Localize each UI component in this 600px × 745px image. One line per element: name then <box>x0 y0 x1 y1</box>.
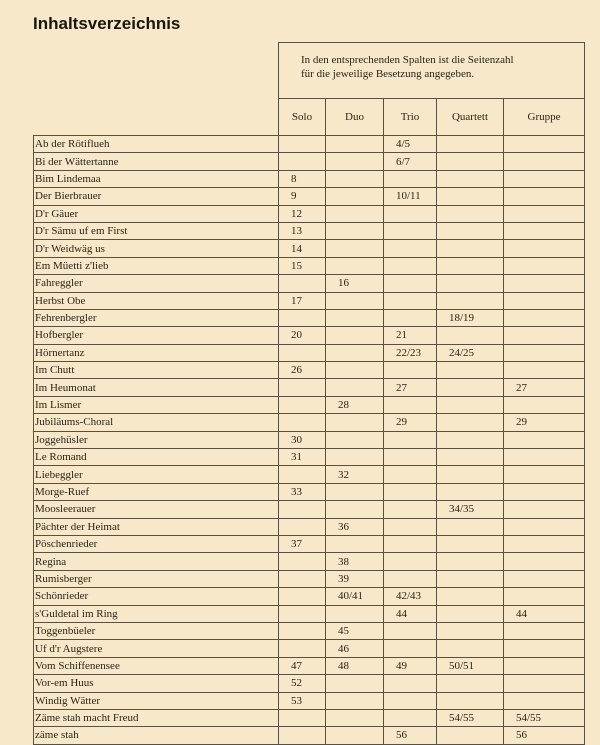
table-row <box>34 153 585 170</box>
page-number-cell <box>326 240 384 257</box>
page-number-cell <box>279 727 326 744</box>
page-number-cell: 49 <box>384 657 437 674</box>
page-number-cell <box>384 170 437 187</box>
page-number-cell: 17 <box>279 292 326 309</box>
column-header-duo: Duo <box>326 99 384 136</box>
page-number-cell <box>326 257 384 274</box>
page-number-cell <box>279 466 326 483</box>
table-row <box>34 396 585 413</box>
piece-title: Zäme stah macht Freud <box>34 709 279 726</box>
page-number-cell: 36 <box>326 518 384 535</box>
table-row <box>34 640 585 657</box>
page-number-cell <box>504 327 585 344</box>
table-row <box>34 257 585 274</box>
page-number-cell: 37 <box>279 535 326 552</box>
table-row <box>34 414 585 431</box>
page-number-cell <box>504 553 585 570</box>
page-number-cell <box>326 309 384 326</box>
header-blank-cell <box>34 43 279 136</box>
page-number-cell <box>384 396 437 413</box>
piece-title: D'r Weidwäg us <box>34 240 279 257</box>
page-number-cell: 56 <box>504 727 585 744</box>
piece-title: D'r Gäuer <box>34 205 279 222</box>
page-number-cell <box>504 431 585 448</box>
contents-rows <box>34 136 585 745</box>
page-number-cell <box>384 709 437 726</box>
page-number-cell <box>326 483 384 500</box>
intro-line-1: In den entsprechenden Spalten ist die Seitenzahl <box>301 54 514 66</box>
page-number-cell <box>326 709 384 726</box>
table-row <box>34 588 585 605</box>
table-row <box>34 275 585 292</box>
table-row <box>34 309 585 326</box>
table-row <box>34 501 585 518</box>
page-number-cell <box>279 414 326 431</box>
piece-title: Em Müetti z'lieb <box>34 257 279 274</box>
table-row <box>34 518 585 535</box>
page-number-cell <box>326 535 384 552</box>
page-number-cell: 38 <box>326 553 384 570</box>
page-number-cell <box>279 518 326 535</box>
page-number-cell <box>384 640 437 657</box>
table-row <box>34 327 585 344</box>
page-number-cell <box>504 275 585 292</box>
table-row <box>34 622 585 639</box>
page-number-cell <box>504 222 585 239</box>
page-number-cell: 18/19 <box>437 309 504 326</box>
piece-title: Fahreggler <box>34 275 279 292</box>
table-row <box>34 170 585 187</box>
table-row <box>34 709 585 726</box>
page-number-cell: 45 <box>326 622 384 639</box>
table-row <box>34 344 585 361</box>
page-number-cell <box>384 205 437 222</box>
page-number-cell <box>384 501 437 518</box>
column-header-gruppe: Gruppe <box>504 99 585 136</box>
piece-title: Morge-Ruef <box>34 483 279 500</box>
page-number-cell <box>279 396 326 413</box>
page-number-cell <box>504 466 585 483</box>
page-number-cell: 16 <box>326 275 384 292</box>
page-number-cell <box>504 136 585 153</box>
page-number-cell <box>384 518 437 535</box>
page-number-cell <box>326 605 384 622</box>
piece-title: Schönrieder <box>34 588 279 605</box>
page-number-cell <box>279 640 326 657</box>
page-number-cell <box>384 570 437 587</box>
page-number-cell <box>504 692 585 709</box>
page-number-cell <box>279 570 326 587</box>
page-number-cell <box>279 344 326 361</box>
page-number-cell <box>437 170 504 187</box>
page-number-cell <box>384 535 437 552</box>
page-number-cell <box>504 309 585 326</box>
page-number-cell <box>326 449 384 466</box>
page-number-cell <box>504 449 585 466</box>
page-number-cell <box>437 222 504 239</box>
page-number-cell: 54/55 <box>437 709 504 726</box>
page-number-cell <box>437 431 504 448</box>
piece-title: Bi der Wättertanne <box>34 153 279 170</box>
page-number-cell <box>279 553 326 570</box>
page-number-cell: 27 <box>504 379 585 396</box>
piece-title: Moosleerauer <box>34 501 279 518</box>
page-number-cell <box>326 153 384 170</box>
page-number-cell: 27 <box>384 379 437 396</box>
page-number-cell: 30 <box>279 431 326 448</box>
table-row <box>34 449 585 466</box>
page-number-cell <box>504 535 585 552</box>
page-number-cell: 39 <box>326 570 384 587</box>
page-number-cell <box>384 362 437 379</box>
page-number-cell <box>504 292 585 309</box>
page-number-cell <box>437 622 504 639</box>
piece-title: Windig Wätter <box>34 692 279 709</box>
piece-title: Ab der Rötiflueh <box>34 136 279 153</box>
column-header-quartett: Quartett <box>437 99 504 136</box>
page-number-cell <box>326 327 384 344</box>
page-number-cell <box>326 727 384 744</box>
page-number-cell: 40/41 <box>326 588 384 605</box>
page-number-cell: 44 <box>504 605 585 622</box>
piece-title: Jubiläums-Choral <box>34 414 279 431</box>
page-number-cell <box>384 553 437 570</box>
page-number-cell <box>504 153 585 170</box>
table-row <box>34 483 585 500</box>
page-number-cell <box>437 292 504 309</box>
page-number-cell <box>504 588 585 605</box>
table-row <box>34 205 585 222</box>
page-number-cell <box>504 501 585 518</box>
piece-title: Hofbergler <box>34 327 279 344</box>
page-number-cell <box>504 170 585 187</box>
page-number-cell <box>437 570 504 587</box>
page-number-cell: 34/35 <box>437 501 504 518</box>
page-number-cell <box>504 675 585 692</box>
table-row <box>34 362 585 379</box>
page-number-cell <box>279 153 326 170</box>
page-number-cell <box>279 275 326 292</box>
piece-title: Toggenbüeler <box>34 622 279 639</box>
page-number-cell <box>437 553 504 570</box>
page-number-cell <box>326 431 384 448</box>
page-number-cell: 9 <box>279 188 326 205</box>
page-number-cell: 28 <box>326 396 384 413</box>
page-number-cell <box>326 344 384 361</box>
page-number-cell: 48 <box>326 657 384 674</box>
page-number-cell <box>437 588 504 605</box>
page-number-cell <box>504 570 585 587</box>
piece-title: Herbst Obe <box>34 292 279 309</box>
piece-title: s'Guldetal im Ring <box>34 605 279 622</box>
page-number-cell <box>326 292 384 309</box>
page-number-cell <box>384 309 437 326</box>
page-number-cell <box>504 657 585 674</box>
page-number-cell: 44 <box>384 605 437 622</box>
page-number-cell <box>504 518 585 535</box>
table-row <box>34 727 585 744</box>
page-number-cell <box>437 327 504 344</box>
page-number-cell <box>504 257 585 274</box>
page-number-cell <box>384 292 437 309</box>
page-number-cell <box>504 205 585 222</box>
page-number-cell <box>437 727 504 744</box>
page-number-cell: 21 <box>384 327 437 344</box>
page-number-cell: 47 <box>279 657 326 674</box>
page-number-cell <box>437 136 504 153</box>
page-number-cell <box>384 240 437 257</box>
page-number-cell <box>279 709 326 726</box>
page-number-cell: 15 <box>279 257 326 274</box>
piece-title: Im Lismer <box>34 396 279 413</box>
page-number-cell <box>384 466 437 483</box>
page-number-cell: 46 <box>326 640 384 657</box>
page-number-cell <box>326 222 384 239</box>
page-number-cell: 6/7 <box>384 153 437 170</box>
page-number-cell: 14 <box>279 240 326 257</box>
piece-title: Rumisberger <box>34 570 279 587</box>
page-number-cell: 10/11 <box>384 188 437 205</box>
page-number-cell <box>437 449 504 466</box>
page-number-cell: 22/23 <box>384 344 437 361</box>
table-row <box>34 657 585 674</box>
page-number-cell <box>326 170 384 187</box>
page-number-cell <box>437 692 504 709</box>
page-number-cell <box>384 431 437 448</box>
page-number-cell <box>437 240 504 257</box>
page-number-cell <box>384 257 437 274</box>
column-header-solo: Solo <box>279 99 326 136</box>
page-number-cell: 56 <box>384 727 437 744</box>
page-number-cell <box>326 379 384 396</box>
intro-note <box>279 43 585 99</box>
page-number-cell <box>504 362 585 379</box>
page-number-cell <box>437 675 504 692</box>
page-number-cell <box>437 414 504 431</box>
page-number-cell <box>437 640 504 657</box>
page-number-cell: 53 <box>279 692 326 709</box>
page-number-cell <box>279 309 326 326</box>
page-number-cell: 32 <box>326 466 384 483</box>
page-number-cell <box>326 692 384 709</box>
page-number-cell <box>437 153 504 170</box>
table-row <box>34 675 585 692</box>
page-number-cell: 26 <box>279 362 326 379</box>
table-row <box>34 222 585 239</box>
page-number-cell <box>437 605 504 622</box>
page-number-cell <box>437 275 504 292</box>
page-title: Inhaltsverzeichnis <box>33 14 181 33</box>
piece-title: Uf d'r Augstere <box>34 640 279 657</box>
page-number-cell <box>326 675 384 692</box>
page-number-cell <box>437 257 504 274</box>
page-number-cell: 33 <box>279 483 326 500</box>
table-row <box>34 570 585 587</box>
page-number-cell <box>326 414 384 431</box>
page-number-cell <box>384 675 437 692</box>
piece-title: Im Heumonat <box>34 379 279 396</box>
table-row <box>34 292 585 309</box>
piece-title: Der Bierbrauer <box>34 188 279 205</box>
page-number-cell <box>326 188 384 205</box>
page-number-cell <box>504 622 585 639</box>
page-number-cell <box>384 622 437 639</box>
table-row <box>34 466 585 483</box>
page-number-cell: 12 <box>279 205 326 222</box>
table-row <box>34 240 585 257</box>
piece-title: Pächter der Heimat <box>34 518 279 535</box>
page-number-cell <box>279 588 326 605</box>
piece-title: Hörnertanz <box>34 344 279 361</box>
page-number-cell <box>279 136 326 153</box>
page-number-cell: 13 <box>279 222 326 239</box>
table-row <box>34 605 585 622</box>
page-number-cell <box>326 205 384 222</box>
page-number-cell <box>326 362 384 379</box>
page-number-cell: 24/25 <box>437 344 504 361</box>
piece-title: Im Chutt <box>34 362 279 379</box>
table-row <box>34 535 585 552</box>
piece-title: Pöschenrieder <box>34 535 279 552</box>
page-number-cell <box>384 275 437 292</box>
table-row <box>34 379 585 396</box>
page-number-cell <box>437 396 504 413</box>
page-number-cell: 29 <box>504 414 585 431</box>
piece-title: Joggehüsler <box>34 431 279 448</box>
table-row <box>34 188 585 205</box>
piece-title: Bim Lindemaa <box>34 170 279 187</box>
page-number-cell <box>279 501 326 518</box>
page-number-cell <box>504 188 585 205</box>
piece-title: Vor-em Huus <box>34 675 279 692</box>
page-number-cell: 8 <box>279 170 326 187</box>
page-number-cell <box>504 240 585 257</box>
page-number-cell <box>437 205 504 222</box>
page-number-cell <box>326 136 384 153</box>
page-number-cell <box>437 535 504 552</box>
table-row <box>34 553 585 570</box>
page-number-cell: 31 <box>279 449 326 466</box>
page-number-cell: 50/51 <box>437 657 504 674</box>
page-number-cell <box>504 344 585 361</box>
page-number-cell: 4/5 <box>384 136 437 153</box>
piece-title: Regina <box>34 553 279 570</box>
page-number-cell: 20 <box>279 327 326 344</box>
page-number-cell <box>437 483 504 500</box>
piece-title: Vom Schiffenensee <box>34 657 279 674</box>
page-number-cell: 42/43 <box>384 588 437 605</box>
page-number-cell <box>437 188 504 205</box>
page-number-cell <box>384 692 437 709</box>
piece-title: Fehrenbergler <box>34 309 279 326</box>
page-number-cell <box>279 379 326 396</box>
page-number-cell <box>504 396 585 413</box>
piece-title: Liebeggler <box>34 466 279 483</box>
page-number-cell <box>504 640 585 657</box>
page-number-cell <box>437 379 504 396</box>
page-number-cell <box>279 622 326 639</box>
page-number-cell: 54/55 <box>504 709 585 726</box>
piece-title: zäme stah <box>34 727 279 744</box>
page-number-cell <box>504 483 585 500</box>
page-number-cell <box>437 362 504 379</box>
column-header-trio: Trio <box>384 99 437 136</box>
contents-table <box>33 42 585 745</box>
table-row <box>34 431 585 448</box>
page-number-cell: 52 <box>279 675 326 692</box>
page-number-cell <box>384 222 437 239</box>
page-number-cell <box>384 449 437 466</box>
table-row <box>34 136 585 153</box>
piece-title: D'r Sämu uf em First <box>34 222 279 239</box>
page-number-cell <box>437 466 504 483</box>
page-number-cell <box>437 518 504 535</box>
piece-title: Le Romand <box>34 449 279 466</box>
page-number-cell: 29 <box>384 414 437 431</box>
page-number-cell <box>326 501 384 518</box>
intro-line-2: für die jeweilige Besetzung angegeben. <box>301 68 475 80</box>
page-number-cell <box>384 483 437 500</box>
page-number-cell <box>279 605 326 622</box>
table-row <box>34 692 585 709</box>
